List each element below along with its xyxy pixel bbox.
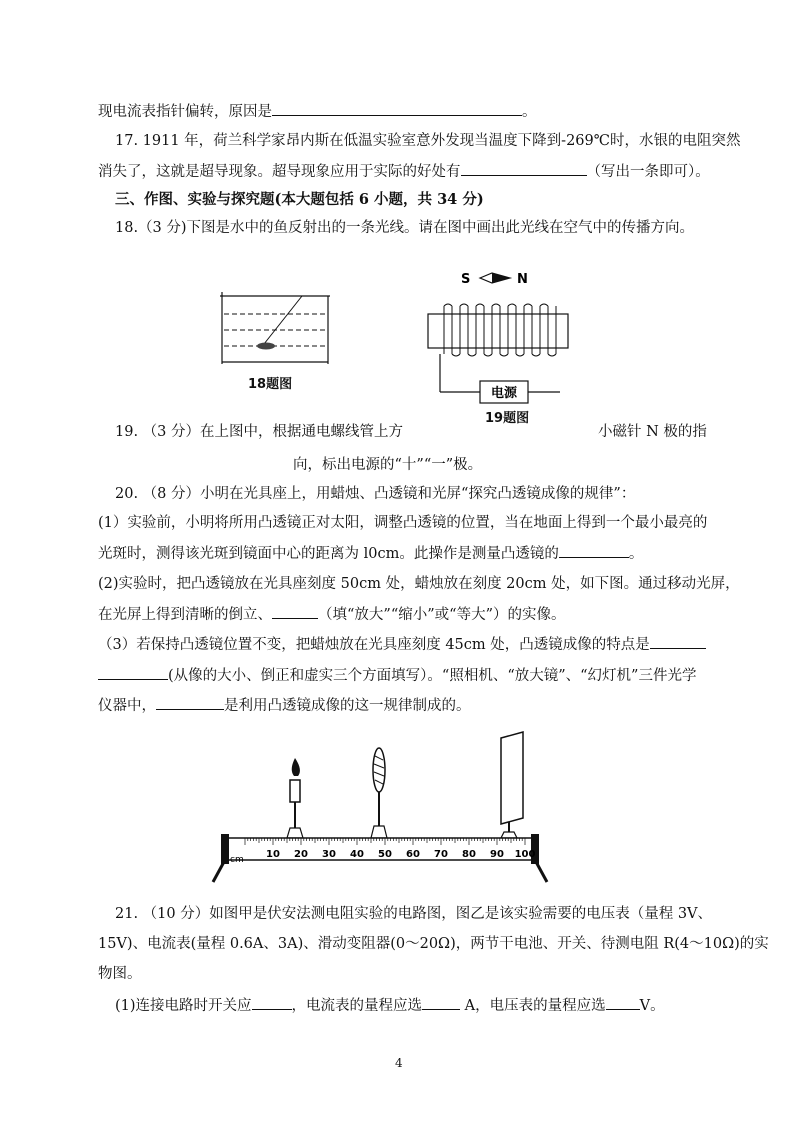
bench-leg-left bbox=[213, 860, 225, 882]
question-20-3-line-1 bbox=[98, 634, 706, 655]
bench-tick-label: 50 bbox=[378, 849, 392, 860]
answer-blank[interactable] bbox=[461, 161, 587, 176]
question-19-line-1 bbox=[115, 422, 403, 442]
question-20-2-line-1 bbox=[98, 574, 740, 594]
text-span: 。 bbox=[628, 546, 644, 562]
answer-blank[interactable] bbox=[272, 101, 522, 116]
answer-blank[interactable] bbox=[252, 995, 292, 1010]
text-span: （3）若保持凸透镜位置不变，把蜡烛放在光具座刻度 45cm 处，凸透镜成像的特点是 bbox=[98, 637, 650, 653]
text-span: 在光屏上得到清晰的倒立、 bbox=[98, 607, 272, 623]
screen-holder bbox=[501, 832, 517, 838]
text-span: 20. （8 分）小明在光具座上，用蜡烛、凸透镜和光屏“探究凸透镜成像的规律”： bbox=[115, 486, 636, 502]
bench-tick-label: 70 bbox=[434, 849, 448, 860]
section-heading bbox=[115, 190, 484, 210]
text-span: 是利用凸透镜成像的这一规律制成的。 bbox=[224, 698, 471, 714]
answer-blank[interactable] bbox=[98, 665, 168, 680]
text-span: 向，标出电源的“十”“一”极。 bbox=[293, 457, 483, 473]
question-19-line-1b bbox=[598, 422, 707, 442]
text-span: ，电流表的量程应选 bbox=[291, 998, 423, 1014]
question-18 bbox=[115, 218, 694, 238]
candle-body bbox=[290, 780, 300, 802]
bench-tick-label: 60 bbox=[406, 849, 420, 860]
text-span: (1)连接电路时开关应 bbox=[115, 998, 252, 1014]
question-20 bbox=[115, 484, 635, 504]
text-span: 三、作图、实验与探究题(本大题包括 6 小题，共 34 分) bbox=[115, 191, 484, 208]
fish-icon bbox=[257, 343, 275, 350]
question-17-line-2 bbox=[98, 161, 710, 182]
text-span: (2)实验时，把凸透镜放在光具座刻度 50cm 处，蜡烛放在刻度 20cm 处，如下图。通过移动光屏， bbox=[98, 576, 740, 592]
question-21-line-1 bbox=[115, 904, 712, 924]
bench-tick-label: 10 bbox=[266, 849, 280, 860]
answer-blank[interactable] bbox=[559, 543, 629, 558]
text-span: 15V)、电流表(量程 0.6A、3A)、滑动变阻器(0～20Ω)，两节干电池、开关、待测电阻 R(4～10Ω)的实 bbox=[98, 936, 769, 952]
figure-18-label: 18题图 bbox=[248, 377, 293, 392]
text-span: 消失了，这就是超导现象。超导现象应用于实际的好处有 bbox=[98, 164, 461, 180]
light-ray bbox=[264, 296, 302, 344]
question-20-3-line-3 bbox=[98, 695, 471, 716]
text-span: （填“放大”“缩小”或“等大”）的实像。 bbox=[318, 607, 566, 623]
bench-tick-label: 90 bbox=[490, 849, 504, 860]
light-screen bbox=[501, 732, 523, 824]
magnet-n-label: N bbox=[517, 272, 528, 287]
answer-blank[interactable] bbox=[272, 604, 318, 619]
text-span: 小磁针 N 极的指 bbox=[598, 424, 707, 440]
text-span: （写出一条即可）。 bbox=[586, 164, 710, 180]
text-span: 光斑时，测得该光斑到镜面中心的距离为 l0cm。此操作是测量凸透镜的 bbox=[98, 546, 559, 562]
magnet-s-label: S bbox=[461, 272, 471, 287]
figure-18-water-diagram bbox=[220, 286, 330, 366]
figure-19-label: 19题图 bbox=[485, 411, 530, 426]
candle-flame-icon bbox=[292, 758, 300, 776]
text-span: 物图。 bbox=[98, 966, 142, 982]
bench-unit-label: cm bbox=[230, 855, 244, 865]
question-17-line-1 bbox=[115, 131, 740, 151]
answer-blank[interactable] bbox=[606, 995, 640, 1010]
page-number: 4 bbox=[395, 1056, 403, 1070]
text-span: 现电流表指针偏转，原因是 bbox=[98, 104, 272, 120]
question-21-line-3 bbox=[98, 964, 142, 984]
question-19-line-2 bbox=[293, 455, 482, 475]
question-20-2-line-2 bbox=[98, 604, 565, 625]
text-span: 21. （10 分）如图甲是伏安法测电阻实验的电路图，图乙是该实验需要的电压表（量程 3V、 bbox=[115, 906, 713, 922]
bench-tick-label: 80 bbox=[462, 849, 476, 860]
question-20-1-line-2 bbox=[98, 543, 643, 564]
question-21-1 bbox=[115, 995, 665, 1016]
figure-19-solenoid-diagram bbox=[420, 268, 580, 408]
question-21-line-2 bbox=[98, 934, 769, 954]
question-20-1-line-1 bbox=[98, 513, 707, 533]
answer-blank[interactable] bbox=[422, 995, 460, 1010]
candle-holder bbox=[287, 828, 303, 838]
compass-needle-n-half bbox=[492, 273, 510, 283]
power-supply-label: 电源 bbox=[491, 386, 518, 401]
text-span: (从像的大小、倒正和虚实三个方面填写）。“照相机、“放大镜”、“幻灯机”三件光学 bbox=[168, 668, 697, 684]
question-20-3-line-2 bbox=[98, 665, 696, 686]
solenoid-core bbox=[428, 314, 568, 348]
bench-tick-label: 20 bbox=[294, 849, 308, 860]
bench-leg-right bbox=[535, 860, 547, 882]
answer-blank[interactable] bbox=[650, 634, 706, 649]
answer-blank[interactable] bbox=[156, 695, 224, 710]
text-span: 18.（3 分)下图是水中的鱼反射出的一条光线。请在图中画出此光线在空气中的传播方向。 bbox=[115, 220, 695, 236]
convex-lens bbox=[373, 748, 385, 792]
text-span: 仪器中， bbox=[98, 698, 156, 714]
text-span: A，电压表的量程应选 bbox=[460, 998, 606, 1014]
text-span: V。 bbox=[639, 998, 665, 1014]
text-span: 。 bbox=[522, 104, 537, 120]
lens-holder bbox=[371, 826, 387, 838]
text-line bbox=[98, 101, 537, 122]
bench-end-left bbox=[221, 834, 229, 864]
bench-tick-label: 100 bbox=[514, 849, 536, 860]
text-span: 19. （3 分）在上图中，根据通电螺线管上方 bbox=[115, 424, 404, 440]
optical-bench-figure bbox=[205, 730, 555, 885]
bench-tick-label: 40 bbox=[350, 849, 364, 860]
bench-tick-label: 30 bbox=[322, 849, 336, 860]
text-span: (1）实验前，小明将所用凸透镜正对太阳，调整凸透镜的位置，当在地面上得到一个最小最亮的 bbox=[98, 515, 708, 531]
text-span: 17. 1911 年，荷兰科学家昂内斯在低温实验室意外发现当温度下降到-269℃时，水银的电阻突然 bbox=[115, 133, 741, 149]
